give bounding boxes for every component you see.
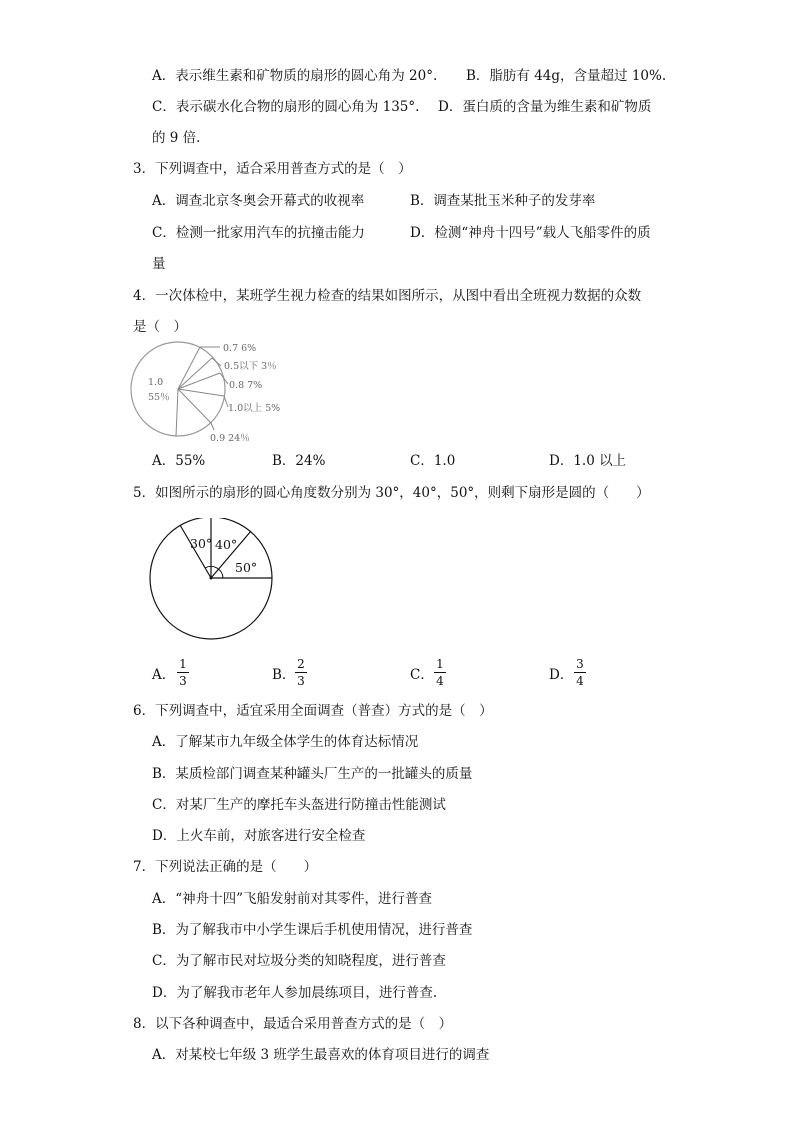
angle-30-label: 30° [190, 536, 213, 551]
fraction-denominator: 3 [297, 674, 305, 688]
q5-option-d-fraction [574, 657, 586, 688]
pie-label-08: 0.8 7% [229, 380, 263, 391]
q7-option-b: B．为了解我市中小学生课后手机使用情况，进行普查 [152, 922, 473, 938]
q2-option-a: A．表示维生素和矿物质的扇形的圆心角为 20°. [152, 68, 438, 84]
q4-pie-chart [128, 338, 298, 448]
q2-option-b: B．脂肪有 44g，含量超过 10%. [466, 68, 667, 84]
q3-option-a: A．调查北京冬奥会开幕式的收视率 [152, 193, 365, 209]
q8-stem: 8．以下各种调查中，最适合采用普查方式的是（ ） [133, 1016, 453, 1032]
q5-circle-diagram [145, 518, 280, 646]
q7-option-d: D．为了解我市老年人参加晨练项目，进行普查. [152, 985, 438, 1001]
fraction-denominator: 4 [576, 674, 584, 688]
q5-option-a-fraction [177, 657, 189, 688]
fraction-bar [295, 672, 307, 673]
fraction-denominator: 3 [179, 674, 187, 688]
q7-option-a: A．“神舟十四”飞船发射前对其零件，进行普查 [152, 891, 433, 907]
angle-40-label: 40° [215, 537, 238, 552]
q3-option-d: D．检测“神舟十四号”载人飞船零件的质 [410, 225, 651, 241]
q6-option-a: A．了解某市九年级全体学生的体育达标情况 [152, 734, 419, 750]
q3-option-b: B．调查某批玉米种子的发芽率 [410, 193, 596, 209]
pie-center-pct: 55％ [148, 392, 170, 403]
q5-option-c-fraction [434, 657, 446, 688]
angle-50-label: 50° [235, 560, 258, 575]
q5-option-b-fraction [295, 657, 307, 688]
q5-stem: 5．如图所示的扇形的圆心角度数分别为 30°，40°，50°，则剩下扇形是圆的（ ） [133, 485, 650, 501]
q4-option-b: B．24% [272, 453, 326, 469]
q5-option-a-label: A． [152, 667, 176, 683]
q4-stem: 4．一次体检中，某班学生视力检查的结果如图所示，从图中看出全班视力数据的众数 [133, 288, 642, 304]
q6-option-b: B．某质检部门调查某种罐头厂生产的一批罐头的质量 [152, 766, 473, 782]
fraction-denominator: 4 [436, 674, 444, 688]
fraction-bar [177, 672, 189, 673]
q7-stem: 7．下列说法正确的是（ ） [133, 859, 318, 875]
pie-label-07: 0.7 6% [223, 343, 257, 354]
q5-option-c-label: C． [410, 667, 434, 683]
q4-option-d: D．1.0 以上 [549, 453, 627, 469]
fraction-bar [434, 672, 446, 673]
q2-option-c: C．表示碳水化合物的扇形的圆心角为 135°. [152, 99, 420, 115]
q6-option-d: D．上火车前，对旅客进行安全检查 [152, 828, 366, 844]
pie-center-label: 1.0 [148, 377, 164, 388]
fraction-bar [574, 672, 586, 673]
q6-option-c: C．对某厂生产的摩托车头盔进行防撞击性能测试 [152, 797, 446, 813]
q3-option-c: C．检测一批家用汽车的抗撞击能力 [152, 225, 365, 241]
q5-option-b-label: B． [272, 667, 296, 683]
pie-label-09: 0.9 24％ [210, 433, 250, 444]
fraction-numerator: 1 [436, 657, 444, 671]
q5-option-d-label: D． [549, 667, 574, 683]
q2-option-d: D．蛋白质的含量为维生素和矿物质 [438, 99, 652, 115]
q8-option-a: A．对某校七年级 3 班学生最喜欢的体育项目进行的调查 [152, 1047, 490, 1063]
q6-stem: 6．下列调查中，适宜采用全面调查（普查）方式的是（ ） [133, 703, 493, 719]
pie-label-05: 0.5以下 3％ [224, 361, 277, 372]
q3-stem: 3．下列调查中，适合采用普查方式的是（ ） [133, 161, 412, 177]
pie-label-10plus: 1.0以上 5% [228, 403, 281, 414]
q7-option-c: C．为了解市民对垃圾分类的知晓程度，进行普查 [152, 953, 446, 969]
q4-option-c: C．1.0 [410, 453, 456, 469]
fraction-numerator: 1 [179, 657, 187, 671]
q4-stem-cont: 是（ ） [133, 319, 187, 335]
q3-option-d-cont: 量 [152, 256, 166, 272]
q4-option-a: A．55% [152, 453, 206, 469]
fraction-numerator: 2 [297, 657, 305, 671]
q2-option-d-cont: 的 9 倍. [152, 130, 201, 146]
fraction-numerator: 3 [576, 657, 584, 671]
